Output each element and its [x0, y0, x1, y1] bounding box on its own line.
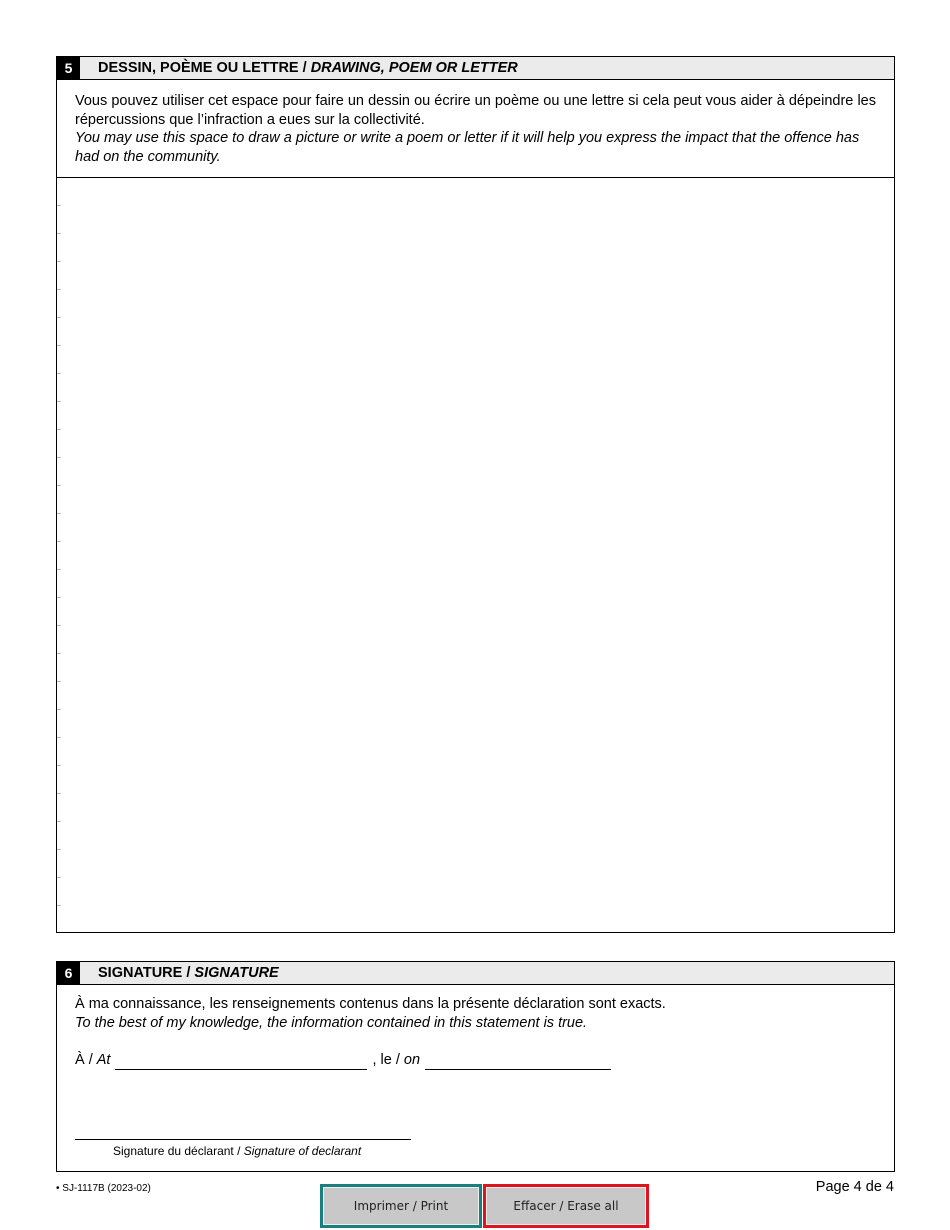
section-5-header	[57, 57, 894, 80]
line-tick	[57, 541, 61, 542]
signature-caption-fr: Signature du déclarant /	[113, 1144, 241, 1158]
line-tick	[57, 821, 61, 822]
line-tick	[57, 513, 61, 514]
line-tick	[57, 261, 61, 262]
at-label-fr: À /	[75, 1052, 93, 1068]
line-tick	[57, 205, 61, 206]
line-tick	[57, 653, 61, 654]
signature-line	[75, 1139, 411, 1140]
erase-all-button[interactable]	[483, 1184, 649, 1228]
line-tick	[57, 401, 61, 402]
at-label-en: At	[96, 1052, 111, 1068]
place-field[interactable]	[115, 1054, 367, 1070]
form-code: • SJ-1117B (2023-02)	[56, 1183, 151, 1194]
line-tick	[57, 485, 61, 486]
section-5-number: 5	[57, 56, 80, 79]
print-button-label: Imprimer / Print	[323, 1187, 479, 1225]
section-6-title-en: SIGNATURE	[194, 965, 279, 981]
line-tick	[57, 877, 61, 878]
line-tick	[57, 849, 61, 850]
line-tick	[57, 289, 61, 290]
date-field[interactable]	[425, 1054, 611, 1070]
print-button[interactable]	[320, 1184, 482, 1228]
section-5-title-fr: DESSIN, POÈME OU LETTRE /	[98, 60, 307, 76]
on-label-fr: , le /	[372, 1052, 400, 1068]
line-tick	[57, 905, 61, 906]
instructions-fr: Vous pouvez utiliser cet espace pour faire un dessin ou écrire un poème ou une lettre si cela peut vous aider à dépeindre les répercussions que l’infraction a eues sur la collectivité.	[75, 93, 876, 128]
section-signature	[56, 961, 895, 1172]
section-5-instructions	[57, 80, 894, 178]
line-tick	[57, 345, 61, 346]
section-drawing-poem-letter	[56, 56, 895, 933]
line-tick	[57, 709, 61, 710]
line-tick	[57, 429, 61, 430]
page-number: Page 4 de 4	[815, 1179, 894, 1195]
line-tick	[57, 681, 61, 682]
statement-fr: À ma connaissance, les renseignements contenus dans la présente déclaration sont exacts.	[75, 996, 666, 1012]
instructions-en: You may use this space to draw a picture or write a poem or letter if it will help you express the impact that the offence has had on the community.	[75, 130, 860, 165]
section-5-title-en: DRAWING, POEM OR LETTER	[310, 60, 518, 76]
signature-body	[57, 985, 894, 1070]
place-date-line	[75, 1051, 876, 1070]
drawing-text-area[interactable]	[57, 178, 894, 931]
section-6-title-fr: SIGNATURE /	[98, 965, 191, 981]
section-6-number: 6	[57, 961, 80, 984]
line-tick	[57, 457, 61, 458]
line-tick	[57, 569, 61, 570]
line-tick	[57, 233, 61, 234]
line-tick	[57, 597, 61, 598]
section-5-title	[98, 60, 518, 76]
section-6-header	[57, 962, 894, 985]
erase-all-button-label: Effacer / Erase all	[486, 1187, 646, 1225]
line-tick	[57, 793, 61, 794]
line-tick	[57, 317, 61, 318]
on-label-en: on	[403, 1052, 421, 1068]
signature-caption-en: Signature of declarant	[243, 1144, 362, 1158]
line-tick	[57, 625, 61, 626]
statement-en: To the best of my knowledge, the information contained in this statement is true.	[75, 1015, 588, 1031]
line-tick	[57, 373, 61, 374]
section-6-title	[98, 965, 279, 981]
line-tick	[57, 737, 61, 738]
line-tick	[57, 765, 61, 766]
signature-caption	[113, 1144, 361, 1158]
